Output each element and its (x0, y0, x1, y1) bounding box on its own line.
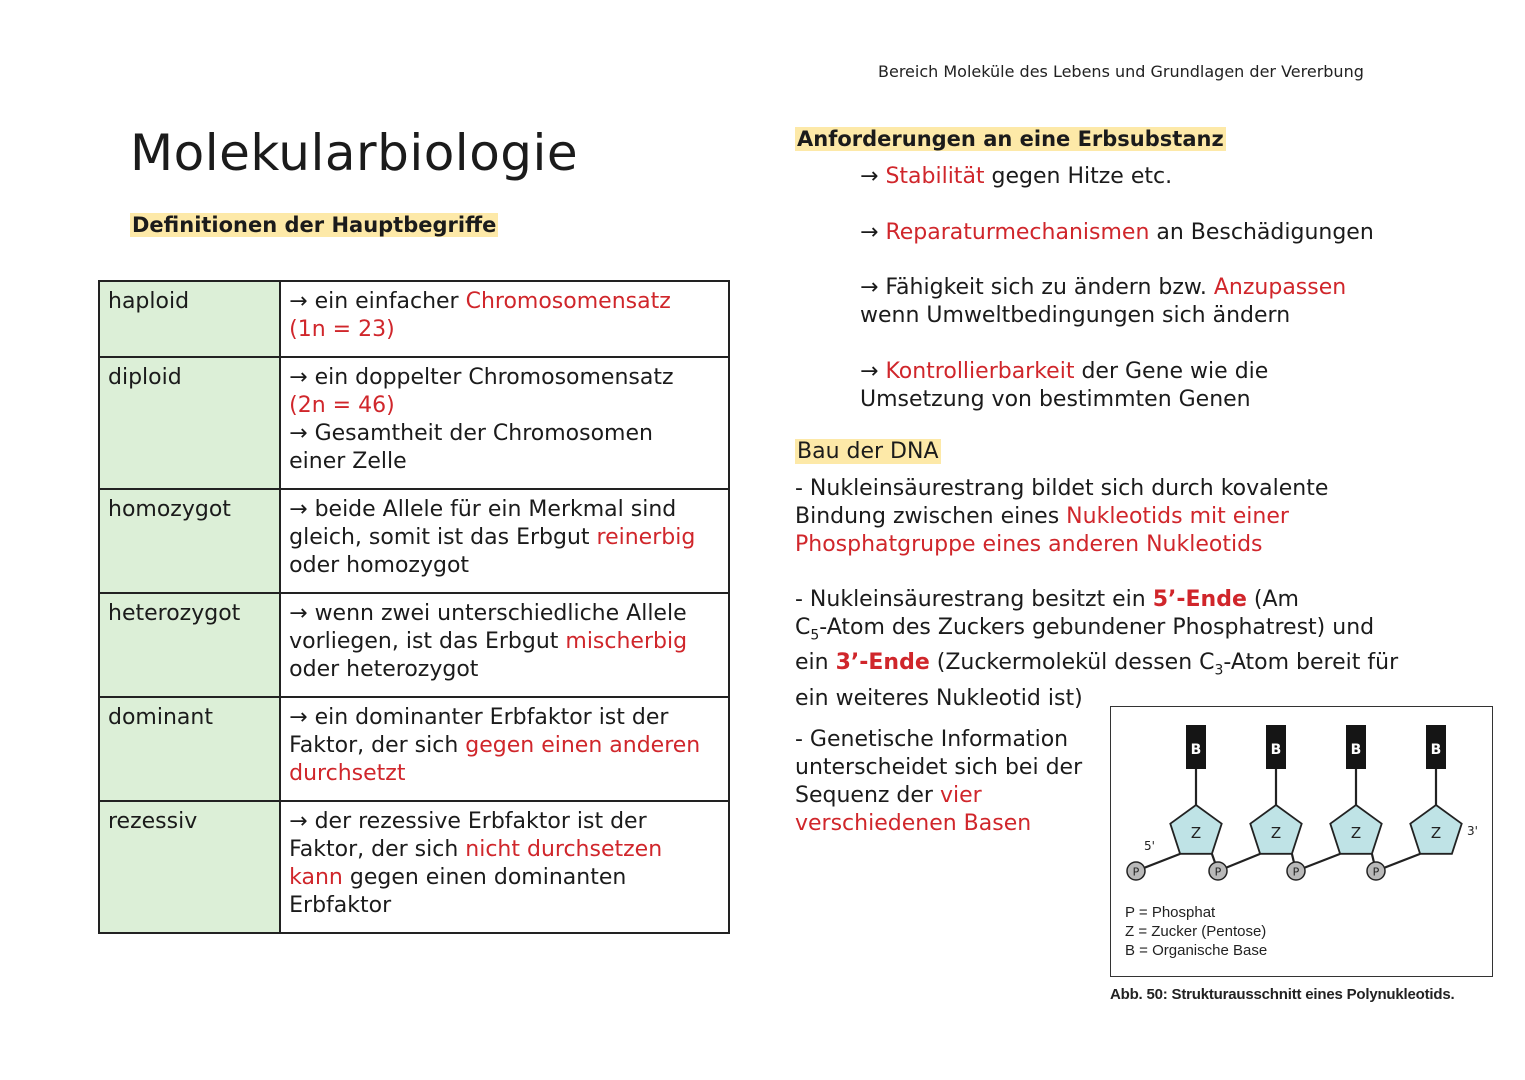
requirement-item: → Stabilität gegen Hitze etc. (860, 164, 1173, 189)
sugar-label: Z (1430, 824, 1442, 842)
definition-row (99, 281, 729, 357)
legend-entry: P = Phosphat (1125, 904, 1216, 921)
five-prime-label: 5' (1144, 839, 1155, 853)
requirements-heading: Anforderungen an eine Erbsubstanz (797, 127, 1224, 151)
base-label: B (1190, 742, 1202, 758)
sugar-label: Z (1190, 824, 1202, 842)
base-label: B (1430, 742, 1442, 758)
phosphate-label: P (1292, 865, 1300, 879)
definitions-heading: Definitionen der Hauptbegriffe (132, 213, 497, 237)
definition-row (99, 593, 729, 697)
requirement-item: → Kontrollierbarkeit der Gene wie die Umsetzung von bestimmten Genen (860, 359, 1269, 412)
legend-entry: Z = Zucker (Pentose) (1125, 923, 1267, 940)
definition-description: → ein einfacher Chromosomensatz (1n = 23) (280, 281, 729, 357)
definition-row (99, 801, 729, 933)
three-prime-label: 3' (1467, 824, 1478, 838)
requirement-item: → Fähigkeit sich zu ändern bzw. Anzupassen wenn Umweltbedingungen sich ändern (860, 275, 1347, 328)
definition-description: → beide Allele für ein Merkmal sind gleich, somit ist das Erbgut reinerbig oder homozygot (280, 489, 729, 593)
definition-description: → ein doppelter Chromosomensatz (2n = 46) → Gesamtheit der Chromosomen einer Zelle (280, 357, 729, 489)
definition-description: → wenn zwei unterschiedliche Allele vorliegen, ist das Erbgut mischerbig oder heterozygot (280, 593, 729, 697)
page-header: Bereich Moleküle des Lebens und Grundlagen der Vererbung (878, 62, 1364, 81)
definition-term: heterozygot (99, 593, 280, 697)
phosphate-label: P (1214, 865, 1222, 879)
definitions-table (98, 280, 730, 934)
dna-paragraph: - Nukleinsäurestrang bildet sich durch kovalente Bindung zwischen eines Nukleotids mit einer Phosphatgruppe eines anderen Nukleotids (795, 476, 1329, 557)
phosphate-label: P (1372, 865, 1380, 879)
definition-description: → der rezessive Erbfaktor ist der Faktor, der sich nicht durchsetzen kann gegen einen dominanten Erbfaktor (280, 801, 729, 933)
definition-row (99, 697, 729, 801)
dna-paragraph: - Nukleinsäurestrang besitzt ein 5’-Ende (Am $C_5$-Atom des Zuckers gebundener Phosphatrest) und ein 3’-Ende (Zuckermolekül dessen $C_3$-Atom bereit für ein weiteres Nukleotid ist) (795, 587, 1399, 711)
base-label: B (1270, 742, 1282, 758)
figure-caption: Abb. 50: Strukturausschnitt eines Polynukleotids. (1110, 986, 1455, 1003)
definition-term: dominant (99, 697, 280, 801)
definition-term: rezessiv (99, 801, 280, 933)
requirement-item: → Reparaturmechanismen an Beschädigungen (860, 220, 1374, 245)
dna-heading: Bau der DNA (797, 439, 939, 464)
polynucleotide-figure (1110, 706, 1493, 977)
definition-term: haploid (99, 281, 280, 357)
definition-term: homozygot (99, 489, 280, 593)
definition-term: diploid (99, 357, 280, 489)
definition-description: → ein dominanter Erbfaktor ist der Faktor, der sich gegen einen anderen durchsetzt (280, 697, 729, 801)
polynucleotide-diagram (1111, 707, 1492, 976)
page-title: Molekularbiologie (130, 124, 579, 182)
legend-entry: B = Organische Base (1125, 942, 1268, 959)
definition-row (99, 489, 729, 593)
base-label: B (1350, 742, 1362, 758)
phosphate-label: P (1132, 865, 1140, 879)
dna-paragraph: - Genetische Information unterscheidet sich bei der Sequenz der vier verschiedenen Basen (795, 727, 1083, 836)
sugar-label: Z (1350, 824, 1362, 842)
sugar-label: Z (1270, 824, 1282, 842)
definition-row (99, 357, 729, 489)
